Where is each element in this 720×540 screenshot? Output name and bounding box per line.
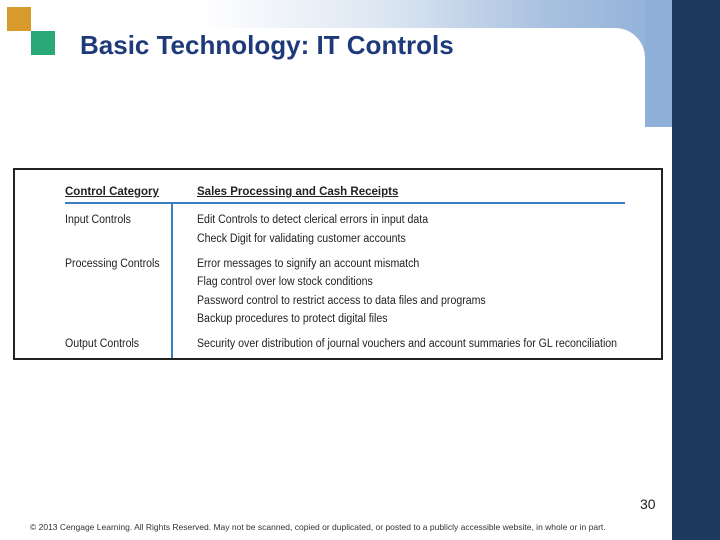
table-cell: Security over distribution of journal vouchers and account summaries for GL reconciliation [197,338,618,350]
table-cell: Edit Controls to detect clerical errors in input data [197,214,429,226]
green-square-decoration [31,31,55,55]
category-input-controls: Input Controls [65,214,131,226]
table-cell: Check Digit for validating customer accounts [197,233,406,245]
category-processing-controls: Processing Controls [65,258,160,270]
slide-title: Basic Technology: IT Controls [80,30,454,60]
table-cell: Flag control over low stock conditions [197,276,373,288]
table-header-row [65,184,625,204]
table-cell: Backup procedures to protect digital files [197,313,388,325]
column-divider [171,204,173,358]
header-control-category: Control Category [65,186,159,198]
copyright-notice: © 2013 Cengage Learning. All Rights Reserved. May not be scanned, copied or duplicated, or posted to a publicly accessible website, in whole or in part. [30,522,606,532]
table-cell: Password control to restrict access to data files and programs [197,295,486,307]
right-strip-light [645,0,672,127]
controls-table [65,184,625,350]
header-sales-processing: Sales Processing and Cash Receipts [197,186,399,198]
right-strip-dark [672,0,720,540]
category-output-controls: Output Controls [65,338,140,350]
table-cell: Error messages to signify an account mismatch [197,258,420,270]
controls-table-figure [13,168,663,360]
orange-square-decoration [7,7,31,31]
page-number: 30 [640,496,656,512]
